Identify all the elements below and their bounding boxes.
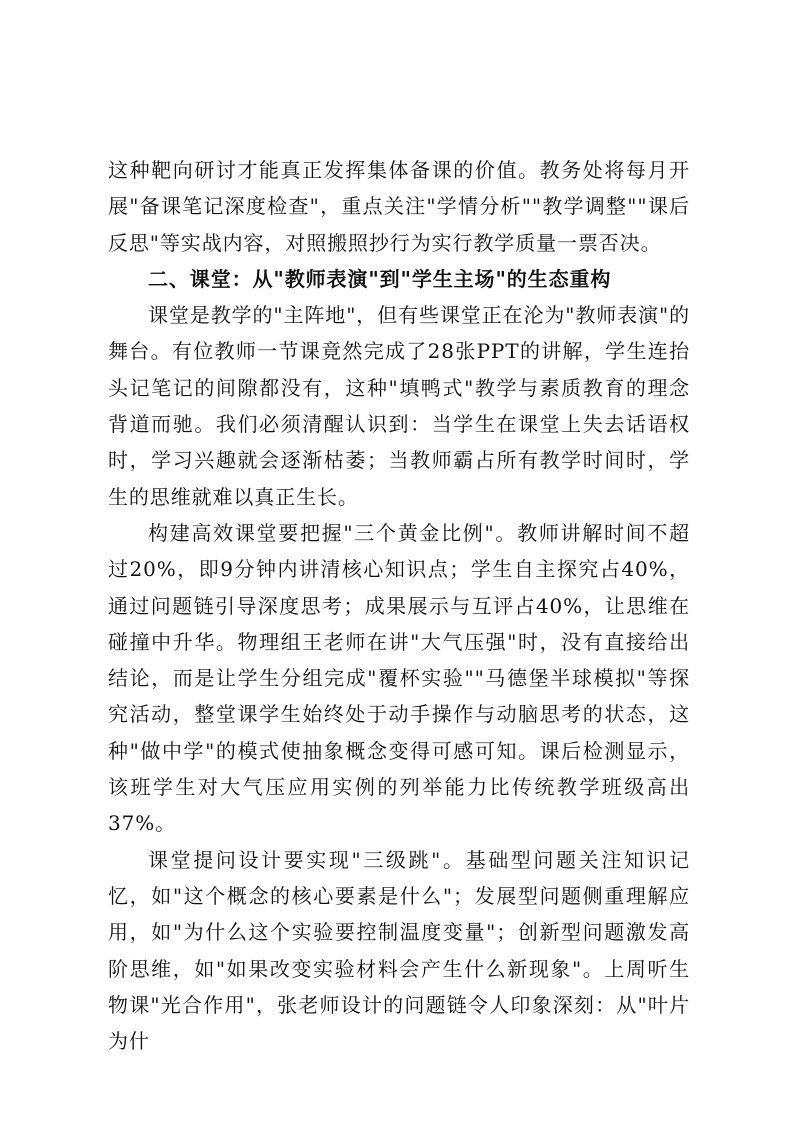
section-heading: 二、课堂：从"教师表演"到"学生主场"的生态重构	[148, 266, 612, 291]
paragraph-continuation: 这种靶向研讨才能真正发挥集体备课的价值。教务处将每月开展"备课笔记深度检查"，重点关注"学情分析""教学调整""课后反思"等实战内容，对照搬照抄行为实行教学质量一票否决。	[108, 158, 690, 255]
paragraph-question-design: 课堂提问设计要实现"三级跳"。基础型问题关注知识记忆，如"这个概念的核心要素是什么"；发展型问题侧重理解应用，如"为什么这个实验要控制温度变量"；创新型问题激发高阶思维，如"如果改变实验材料会产生什么新现象"。上周听生物课"光合作用"，张老师设计的问题链令人印象深刻：从"叶片为什	[108, 847, 690, 1054]
document-body	[108, 152, 690, 1059]
paragraph-golden-ratio: 构建高效课堂要把握"三个黄金比例"。教师讲解时间不超过20%，即9分钟内讲清核心知识点；学生自主探究占40%，通过问题链引导深度思考；成果展示与互评占40%，让思维在碰撞中升华。物理组王老师在讲"大气压强"时，没有直接给出结论，而是让学生分组完成"覆杯实验""马德堡半球模拟"等探究活动，整堂课学生始终处于动手操作与动脑思考的状态，这种"做中学"的模式使抽象概念变得可感可知。课后检测显示，该班学生对大气压应用实例的列举能力比传统教学班级高出37%。	[108, 520, 690, 836]
paragraph-classroom-intro: 课堂是教学的"主阵地"，但有些课堂正在沦为"教师表演"的舞台。有位教师一节课竟然完成了28张PPT的讲解，学生连抬头记笔记的间隙都没有，这种"填鸭式"教学与素质教育的理念背道而驰。我们必须清醒认识到：当学生在课堂上失去话语权时，学习兴趣就会逐渐枯萎；当教师霸占所有教学时间时，学生的思维就难以真正生长。	[108, 303, 690, 509]
